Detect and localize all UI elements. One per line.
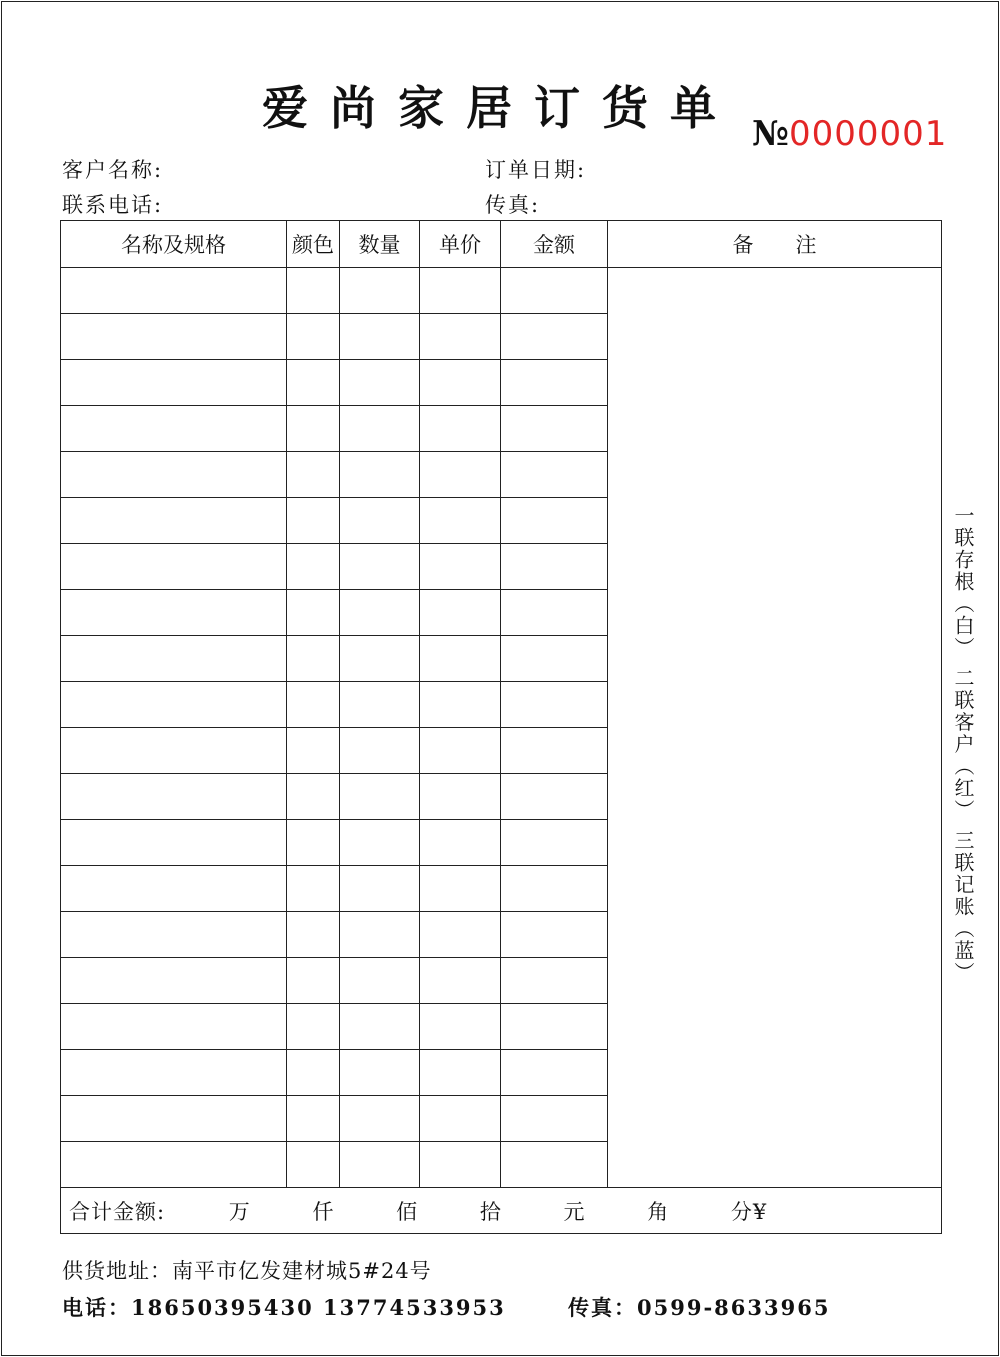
footer-fax: 传真：0599-8633965 (568, 1295, 831, 1320)
cell-name-spec[interactable] (61, 1096, 287, 1142)
cell-unit-price[interactable] (420, 268, 501, 314)
cell-color[interactable] (287, 406, 340, 452)
cell-unit-price[interactable] (420, 636, 501, 682)
cell-color[interactable] (287, 728, 340, 774)
cell-name-spec[interactable] (61, 1004, 287, 1050)
serial-prefix: № (752, 114, 789, 154)
cell-name-spec[interactable] (61, 452, 287, 498)
header-unit-price: 单价 (420, 221, 501, 268)
cell-name-spec[interactable] (61, 682, 287, 728)
cell-amount[interactable] (501, 406, 608, 452)
cell-color[interactable] (287, 590, 340, 636)
cell-amount[interactable] (501, 820, 608, 866)
cell-name-spec[interactable] (61, 866, 287, 912)
cell-name-spec[interactable] (61, 406, 287, 452)
cell-color[interactable] (287, 1004, 340, 1050)
cell-unit-price[interactable] (420, 820, 501, 866)
cell-name-spec[interactable] (61, 544, 287, 590)
cell-unit-price[interactable] (420, 544, 501, 590)
cell-quantity[interactable] (340, 544, 420, 590)
cell-name-spec[interactable] (61, 360, 287, 406)
cell-color[interactable] (287, 1096, 340, 1142)
order-table (60, 220, 942, 1234)
cell-unit-price[interactable] (420, 498, 501, 544)
cell-quantity[interactable] (340, 866, 420, 912)
cell-color[interactable] (287, 544, 340, 590)
cell-quantity[interactable] (340, 406, 420, 452)
copy-distribution-note: 一联存根（白） 二联客户（红） 三联记账（蓝） (951, 505, 975, 984)
cell-quantity[interactable] (340, 268, 420, 314)
cell-name-spec[interactable] (61, 314, 287, 360)
cell-color[interactable] (287, 820, 340, 866)
cell-amount[interactable] (501, 682, 608, 728)
unit-qian: 仟 (312, 1199, 335, 1224)
order-table-body (61, 268, 942, 1188)
cell-quantity[interactable] (340, 728, 420, 774)
cell-name-spec[interactable] (61, 774, 287, 820)
cell-amount[interactable] (501, 866, 608, 912)
cell-quantity[interactable] (340, 1050, 420, 1096)
cell-amount[interactable] (501, 1096, 608, 1142)
cell-quantity[interactable] (340, 590, 420, 636)
cell-quantity[interactable] (340, 820, 420, 866)
header-remarks: 备 注 (608, 221, 942, 268)
cell-name-spec[interactable] (61, 912, 287, 958)
cell-unit-price[interactable] (420, 1004, 501, 1050)
cell-color[interactable] (287, 958, 340, 1004)
cell-unit-price[interactable] (420, 452, 501, 498)
cell-color[interactable] (287, 1142, 340, 1188)
cell-amount[interactable] (501, 544, 608, 590)
cell-color[interactable] (287, 866, 340, 912)
unit-jiao: 角 (647, 1199, 670, 1224)
cell-quantity[interactable] (340, 360, 420, 406)
header-amount: 金额 (501, 221, 608, 268)
remarks-area[interactable] (608, 268, 942, 1188)
cell-amount[interactable] (501, 1004, 608, 1050)
footer-phone: 电话：18650395430 13774533953 (62, 1295, 506, 1320)
cell-color[interactable] (287, 452, 340, 498)
cell-name-spec[interactable] (61, 498, 287, 544)
table-row (61, 268, 942, 314)
unit-wan: 万 (228, 1199, 251, 1224)
cell-color[interactable] (287, 360, 340, 406)
cell-unit-price[interactable] (420, 590, 501, 636)
cell-amount[interactable] (501, 1142, 608, 1188)
cell-quantity[interactable] (340, 912, 420, 958)
cell-unit-price[interactable] (420, 1050, 501, 1096)
cell-unit-price[interactable] (420, 912, 501, 958)
cell-amount[interactable] (501, 452, 608, 498)
cell-quantity[interactable] (340, 958, 420, 1004)
cell-amount[interactable] (501, 360, 608, 406)
cell-quantity[interactable] (340, 1142, 420, 1188)
cell-unit-price[interactable] (420, 360, 501, 406)
cell-color[interactable] (287, 268, 340, 314)
cell-unit-price[interactable] (420, 1142, 501, 1188)
cell-unit-price[interactable] (420, 406, 501, 452)
cell-unit-price[interactable] (420, 774, 501, 820)
order-date-label: 订单日期: (485, 158, 587, 182)
cell-amount[interactable] (501, 912, 608, 958)
cell-amount[interactable] (501, 958, 608, 1004)
cell-amount[interactable] (501, 774, 608, 820)
header-color: 颜色 (287, 221, 340, 268)
cell-quantity[interactable] (340, 452, 420, 498)
cell-amount[interactable] (501, 590, 608, 636)
form-title: 爱尚家居订货单 (262, 81, 738, 135)
total-label: 合计金额: (69, 1199, 166, 1224)
cell-name-spec[interactable] (61, 590, 287, 636)
cell-amount[interactable] (501, 1050, 608, 1096)
contact-phone-label: 联系电话: (62, 193, 164, 217)
table-header-row (61, 221, 942, 268)
cell-amount[interactable] (501, 314, 608, 360)
cell-amount[interactable] (501, 268, 608, 314)
customer-name-label: 客户名称: (62, 158, 164, 182)
supply-address: 供货地址：南平市亿发建材城5#24号 (62, 1259, 432, 1283)
cell-name-spec[interactable] (61, 1050, 287, 1096)
unit-fen: 分¥ (730, 1199, 768, 1224)
cell-quantity[interactable] (340, 682, 420, 728)
unit-yuan: 元 (563, 1199, 586, 1224)
cell-unit-price[interactable] (420, 1096, 501, 1142)
cell-unit-price[interactable] (420, 728, 501, 774)
cell-color[interactable] (287, 314, 340, 360)
unit-shi: 拾 (479, 1199, 502, 1224)
cell-color[interactable] (287, 1050, 340, 1096)
unit-bai: 佰 (396, 1199, 419, 1224)
cell-unit-price[interactable] (420, 866, 501, 912)
fax-label: 传真: (485, 193, 541, 217)
cell-name-spec[interactable] (61, 820, 287, 866)
cell-name-spec[interactable] (61, 268, 287, 314)
cell-color[interactable] (287, 636, 340, 682)
cell-name-spec[interactable] (61, 636, 287, 682)
cell-amount[interactable] (501, 498, 608, 544)
cell-color[interactable] (287, 498, 340, 544)
total-row (61, 1188, 942, 1234)
serial-value: 0000001 (788, 114, 948, 154)
cell-color[interactable] (287, 682, 340, 728)
cell-quantity[interactable] (340, 314, 420, 360)
cell-quantity[interactable] (340, 498, 420, 544)
cell-unit-price[interactable] (420, 682, 501, 728)
cell-quantity[interactable] (340, 1004, 420, 1050)
cell-unit-price[interactable] (420, 314, 501, 360)
cell-quantity[interactable] (340, 774, 420, 820)
cell-unit-price[interactable] (420, 958, 501, 1004)
cell-name-spec[interactable] (61, 728, 287, 774)
header-quantity: 数量 (340, 221, 420, 268)
cell-quantity[interactable] (340, 636, 420, 682)
serial-number (752, 114, 947, 154)
cell-name-spec[interactable] (61, 1142, 287, 1188)
cell-name-spec[interactable] (61, 958, 287, 1004)
cell-amount[interactable] (501, 636, 608, 682)
cell-color[interactable] (287, 774, 340, 820)
cell-amount[interactable] (501, 728, 608, 774)
cell-quantity[interactable] (340, 1096, 420, 1142)
total-cell (61, 1188, 942, 1234)
cell-color[interactable] (287, 912, 340, 958)
header-name-spec: 名称及规格 (61, 221, 287, 268)
